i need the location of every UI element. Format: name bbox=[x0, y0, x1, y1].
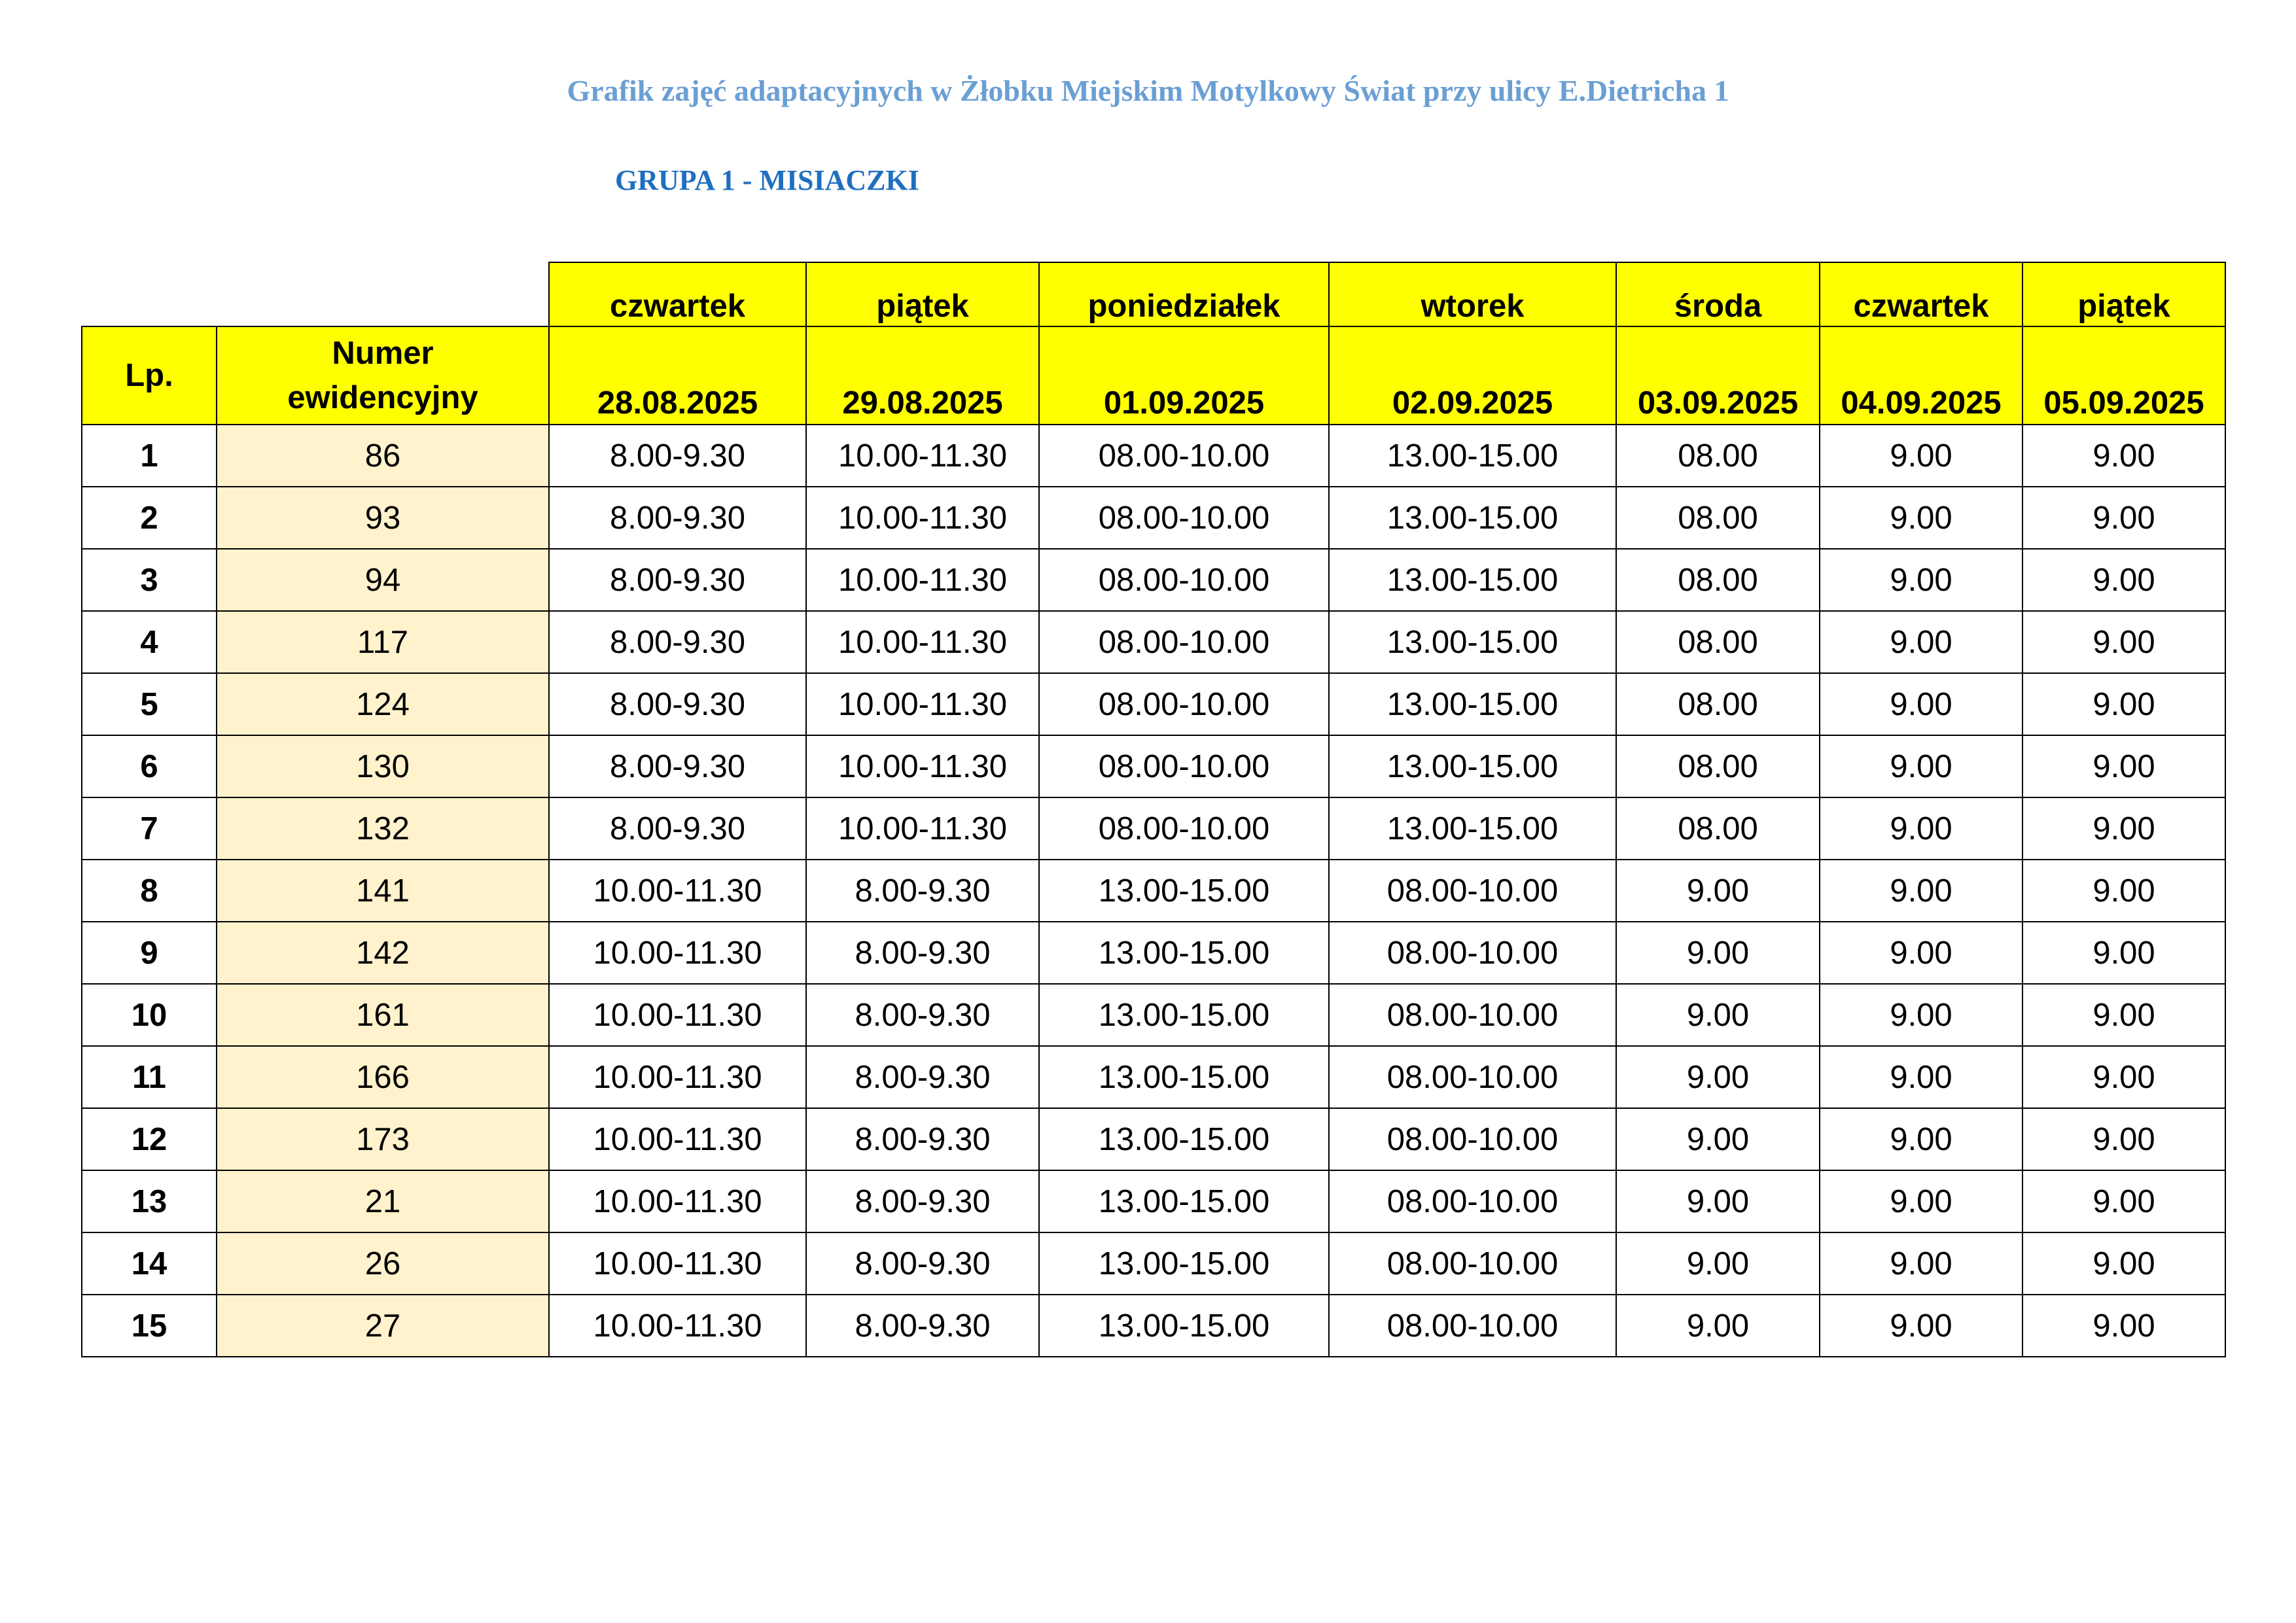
row-number: 117 bbox=[217, 611, 549, 673]
time-cell: 8.00-9.30 bbox=[549, 611, 806, 673]
time-cell: 9.00 bbox=[2022, 1295, 2225, 1357]
blank-corner bbox=[217, 262, 549, 326]
time-cell: 08.00-10.00 bbox=[1039, 673, 1329, 735]
row-number: 93 bbox=[217, 487, 549, 549]
time-cell: 13.00-15.00 bbox=[1039, 1170, 1329, 1232]
time-cell: 10.00-11.30 bbox=[806, 487, 1039, 549]
row-lp: 4 bbox=[82, 611, 217, 673]
time-cell: 9.00 bbox=[2022, 1170, 2225, 1232]
time-cell: 9.00 bbox=[1820, 673, 2022, 735]
row-number: 21 bbox=[217, 1170, 549, 1232]
day-header: wtorek bbox=[1329, 262, 1616, 326]
time-cell: 08.00-10.00 bbox=[1039, 487, 1329, 549]
column-header-row bbox=[82, 326, 2225, 425]
time-cell: 08.00-10.00 bbox=[1329, 1170, 1616, 1232]
time-cell: 10.00-11.30 bbox=[806, 425, 1039, 487]
date-header: 03.09.2025 bbox=[1616, 326, 1820, 425]
time-cell: 9.00 bbox=[1616, 922, 1820, 984]
time-cell: 10.00-11.30 bbox=[549, 1295, 806, 1357]
row-number: 166 bbox=[217, 1046, 549, 1108]
time-cell: 9.00 bbox=[2022, 922, 2225, 984]
time-cell: 9.00 bbox=[2022, 1232, 2225, 1295]
row-number: 94 bbox=[217, 549, 549, 611]
table-row bbox=[82, 1232, 2225, 1295]
row-lp: 6 bbox=[82, 735, 217, 797]
time-cell: 08.00-10.00 bbox=[1329, 1232, 1616, 1295]
time-cell: 8.00-9.30 bbox=[806, 1046, 1039, 1108]
time-cell: 08.00-10.00 bbox=[1329, 1046, 1616, 1108]
time-cell: 9.00 bbox=[2022, 860, 2225, 922]
time-cell: 08.00-10.00 bbox=[1039, 797, 1329, 860]
row-lp: 14 bbox=[82, 1232, 217, 1295]
time-cell: 13.00-15.00 bbox=[1329, 425, 1616, 487]
time-cell: 13.00-15.00 bbox=[1329, 549, 1616, 611]
time-cell: 8.00-9.30 bbox=[806, 1170, 1039, 1232]
number-header-line2: ewidencyjny bbox=[287, 380, 478, 415]
schedule-table bbox=[81, 262, 2226, 1357]
time-cell: 10.00-11.30 bbox=[549, 922, 806, 984]
time-cell: 9.00 bbox=[2022, 425, 2225, 487]
time-cell: 9.00 bbox=[2022, 797, 2225, 860]
time-cell: 13.00-15.00 bbox=[1039, 1046, 1329, 1108]
time-cell: 9.00 bbox=[1820, 797, 2022, 860]
time-cell: 8.00-9.30 bbox=[549, 549, 806, 611]
time-cell: 10.00-11.30 bbox=[806, 549, 1039, 611]
date-header: 02.09.2025 bbox=[1329, 326, 1616, 425]
time-cell: 08.00 bbox=[1616, 673, 1820, 735]
time-cell: 9.00 bbox=[2022, 673, 2225, 735]
time-cell: 9.00 bbox=[1616, 860, 1820, 922]
time-cell: 9.00 bbox=[1820, 1295, 2022, 1357]
time-cell: 8.00-9.30 bbox=[549, 735, 806, 797]
row-lp: 1 bbox=[82, 425, 217, 487]
row-number: 26 bbox=[217, 1232, 549, 1295]
day-header: środa bbox=[1616, 262, 1820, 326]
row-number: 27 bbox=[217, 1295, 549, 1357]
date-header: 29.08.2025 bbox=[806, 326, 1039, 425]
time-cell: 9.00 bbox=[1820, 549, 2022, 611]
row-lp: 2 bbox=[82, 487, 217, 549]
time-cell: 9.00 bbox=[1820, 487, 2022, 549]
time-cell: 08.00-10.00 bbox=[1329, 860, 1616, 922]
time-cell: 9.00 bbox=[1616, 1046, 1820, 1108]
time-cell: 8.00-9.30 bbox=[549, 673, 806, 735]
time-cell: 13.00-15.00 bbox=[1329, 797, 1616, 860]
time-cell: 08.00 bbox=[1616, 549, 1820, 611]
time-cell: 8.00-9.30 bbox=[549, 425, 806, 487]
row-number: 130 bbox=[217, 735, 549, 797]
row-lp: 10 bbox=[82, 984, 217, 1046]
table-row bbox=[82, 673, 2225, 735]
time-cell: 10.00-11.30 bbox=[549, 984, 806, 1046]
table-row bbox=[82, 425, 2225, 487]
time-cell: 10.00-11.30 bbox=[549, 1232, 806, 1295]
time-cell: 08.00-10.00 bbox=[1039, 735, 1329, 797]
table-row bbox=[82, 1170, 2225, 1232]
table-row bbox=[82, 549, 2225, 611]
time-cell: 10.00-11.30 bbox=[806, 735, 1039, 797]
day-header: piątek bbox=[806, 262, 1039, 326]
table-row bbox=[82, 1046, 2225, 1108]
table-row bbox=[82, 860, 2225, 922]
number-header bbox=[217, 326, 549, 425]
time-cell: 08.00-10.00 bbox=[1329, 922, 1616, 984]
row-number: 141 bbox=[217, 860, 549, 922]
number-header-line1: Numer bbox=[332, 336, 434, 371]
time-cell: 08.00-10.00 bbox=[1329, 984, 1616, 1046]
time-cell: 13.00-15.00 bbox=[1039, 1295, 1329, 1357]
group-title: GRUPA 1 - MISIACZKI bbox=[615, 164, 919, 196]
time-cell: 13.00-15.00 bbox=[1329, 673, 1616, 735]
time-cell: 9.00 bbox=[2022, 1108, 2225, 1170]
time-cell: 9.00 bbox=[1820, 1232, 2022, 1295]
time-cell: 10.00-11.30 bbox=[549, 1170, 806, 1232]
time-cell: 08.00 bbox=[1616, 797, 1820, 860]
time-cell: 9.00 bbox=[1616, 1295, 1820, 1357]
time-cell: 08.00 bbox=[1616, 735, 1820, 797]
time-cell: 9.00 bbox=[1820, 1046, 2022, 1108]
row-number: 161 bbox=[217, 984, 549, 1046]
table-row bbox=[82, 735, 2225, 797]
document-title: Grafik zajęć adaptacyjnych w Żłobku Miejskim Motylkowy Świat przy ulicy E.Dietricha 1 bbox=[567, 74, 1729, 107]
time-cell: 08.00-10.00 bbox=[1329, 1295, 1616, 1357]
time-cell: 8.00-9.30 bbox=[806, 1108, 1039, 1170]
time-cell: 13.00-15.00 bbox=[1039, 860, 1329, 922]
row-number: 86 bbox=[217, 425, 549, 487]
time-cell: 9.00 bbox=[2022, 487, 2225, 549]
time-cell: 10.00-11.30 bbox=[806, 611, 1039, 673]
time-cell: 9.00 bbox=[1820, 860, 2022, 922]
time-cell: 8.00-9.30 bbox=[549, 487, 806, 549]
lp-header: Lp. bbox=[82, 326, 217, 425]
time-cell: 08.00-10.00 bbox=[1039, 425, 1329, 487]
time-cell: 08.00 bbox=[1616, 487, 1820, 549]
time-cell: 10.00-11.30 bbox=[549, 1046, 806, 1108]
table-row bbox=[82, 984, 2225, 1046]
time-cell: 13.00-15.00 bbox=[1039, 922, 1329, 984]
time-cell: 08.00-10.00 bbox=[1039, 549, 1329, 611]
time-cell: 13.00-15.00 bbox=[1039, 1232, 1329, 1295]
row-number: 142 bbox=[217, 922, 549, 984]
time-cell: 9.00 bbox=[1820, 1108, 2022, 1170]
time-cell: 9.00 bbox=[1820, 984, 2022, 1046]
table-row bbox=[82, 611, 2225, 673]
row-lp: 3 bbox=[82, 549, 217, 611]
blank-corner bbox=[82, 262, 217, 326]
time-cell: 8.00-9.30 bbox=[549, 797, 806, 860]
time-cell: 9.00 bbox=[1820, 735, 2022, 797]
time-cell: 8.00-9.30 bbox=[806, 1295, 1039, 1357]
time-cell: 8.00-9.30 bbox=[806, 922, 1039, 984]
time-cell: 9.00 bbox=[1616, 984, 1820, 1046]
time-cell: 9.00 bbox=[1820, 1170, 2022, 1232]
table-row bbox=[82, 487, 2225, 549]
day-header: poniedziałek bbox=[1039, 262, 1329, 326]
row-lp: 8 bbox=[82, 860, 217, 922]
time-cell: 10.00-11.30 bbox=[806, 673, 1039, 735]
row-lp: 11 bbox=[82, 1046, 217, 1108]
time-cell: 8.00-9.30 bbox=[806, 984, 1039, 1046]
table-row bbox=[82, 1295, 2225, 1357]
date-header: 01.09.2025 bbox=[1039, 326, 1329, 425]
row-number: 124 bbox=[217, 673, 549, 735]
row-lp: 9 bbox=[82, 922, 217, 984]
time-cell: 9.00 bbox=[2022, 1046, 2225, 1108]
row-lp: 12 bbox=[82, 1108, 217, 1170]
time-cell: 9.00 bbox=[2022, 984, 2225, 1046]
time-cell: 9.00 bbox=[2022, 735, 2225, 797]
time-cell: 8.00-9.30 bbox=[806, 860, 1039, 922]
time-cell: 13.00-15.00 bbox=[1039, 984, 1329, 1046]
time-cell: 13.00-15.00 bbox=[1329, 611, 1616, 673]
row-number: 132 bbox=[217, 797, 549, 860]
row-lp: 7 bbox=[82, 797, 217, 860]
time-cell: 9.00 bbox=[1820, 425, 2022, 487]
row-lp: 5 bbox=[82, 673, 217, 735]
row-lp: 13 bbox=[82, 1170, 217, 1232]
time-cell: 10.00-11.30 bbox=[549, 860, 806, 922]
time-cell: 10.00-11.30 bbox=[806, 797, 1039, 860]
table-row bbox=[82, 922, 2225, 984]
time-cell: 08.00-10.00 bbox=[1039, 611, 1329, 673]
time-cell: 9.00 bbox=[1616, 1232, 1820, 1295]
time-cell: 13.00-15.00 bbox=[1329, 487, 1616, 549]
date-header: 04.09.2025 bbox=[1820, 326, 2022, 425]
time-cell: 9.00 bbox=[1820, 922, 2022, 984]
time-cell: 9.00 bbox=[1820, 611, 2022, 673]
time-cell: 9.00 bbox=[1616, 1170, 1820, 1232]
table-row bbox=[82, 797, 2225, 860]
row-lp: 15 bbox=[82, 1295, 217, 1357]
day-header-row bbox=[82, 262, 2225, 326]
time-cell: 10.00-11.30 bbox=[549, 1108, 806, 1170]
date-header: 28.08.2025 bbox=[549, 326, 806, 425]
time-cell: 8.00-9.30 bbox=[806, 1232, 1039, 1295]
time-cell: 13.00-15.00 bbox=[1039, 1108, 1329, 1170]
row-number: 173 bbox=[217, 1108, 549, 1170]
time-cell: 08.00-10.00 bbox=[1329, 1108, 1616, 1170]
time-cell: 08.00 bbox=[1616, 611, 1820, 673]
table-row bbox=[82, 1108, 2225, 1170]
time-cell: 9.00 bbox=[2022, 549, 2225, 611]
day-header: czwartek bbox=[549, 262, 806, 326]
time-cell: 08.00 bbox=[1616, 425, 1820, 487]
day-header: piątek bbox=[2022, 262, 2225, 326]
day-header: czwartek bbox=[1820, 262, 2022, 326]
time-cell: 9.00 bbox=[2022, 611, 2225, 673]
time-cell: 13.00-15.00 bbox=[1329, 735, 1616, 797]
date-header: 05.09.2025 bbox=[2022, 326, 2225, 425]
time-cell: 9.00 bbox=[1616, 1108, 1820, 1170]
